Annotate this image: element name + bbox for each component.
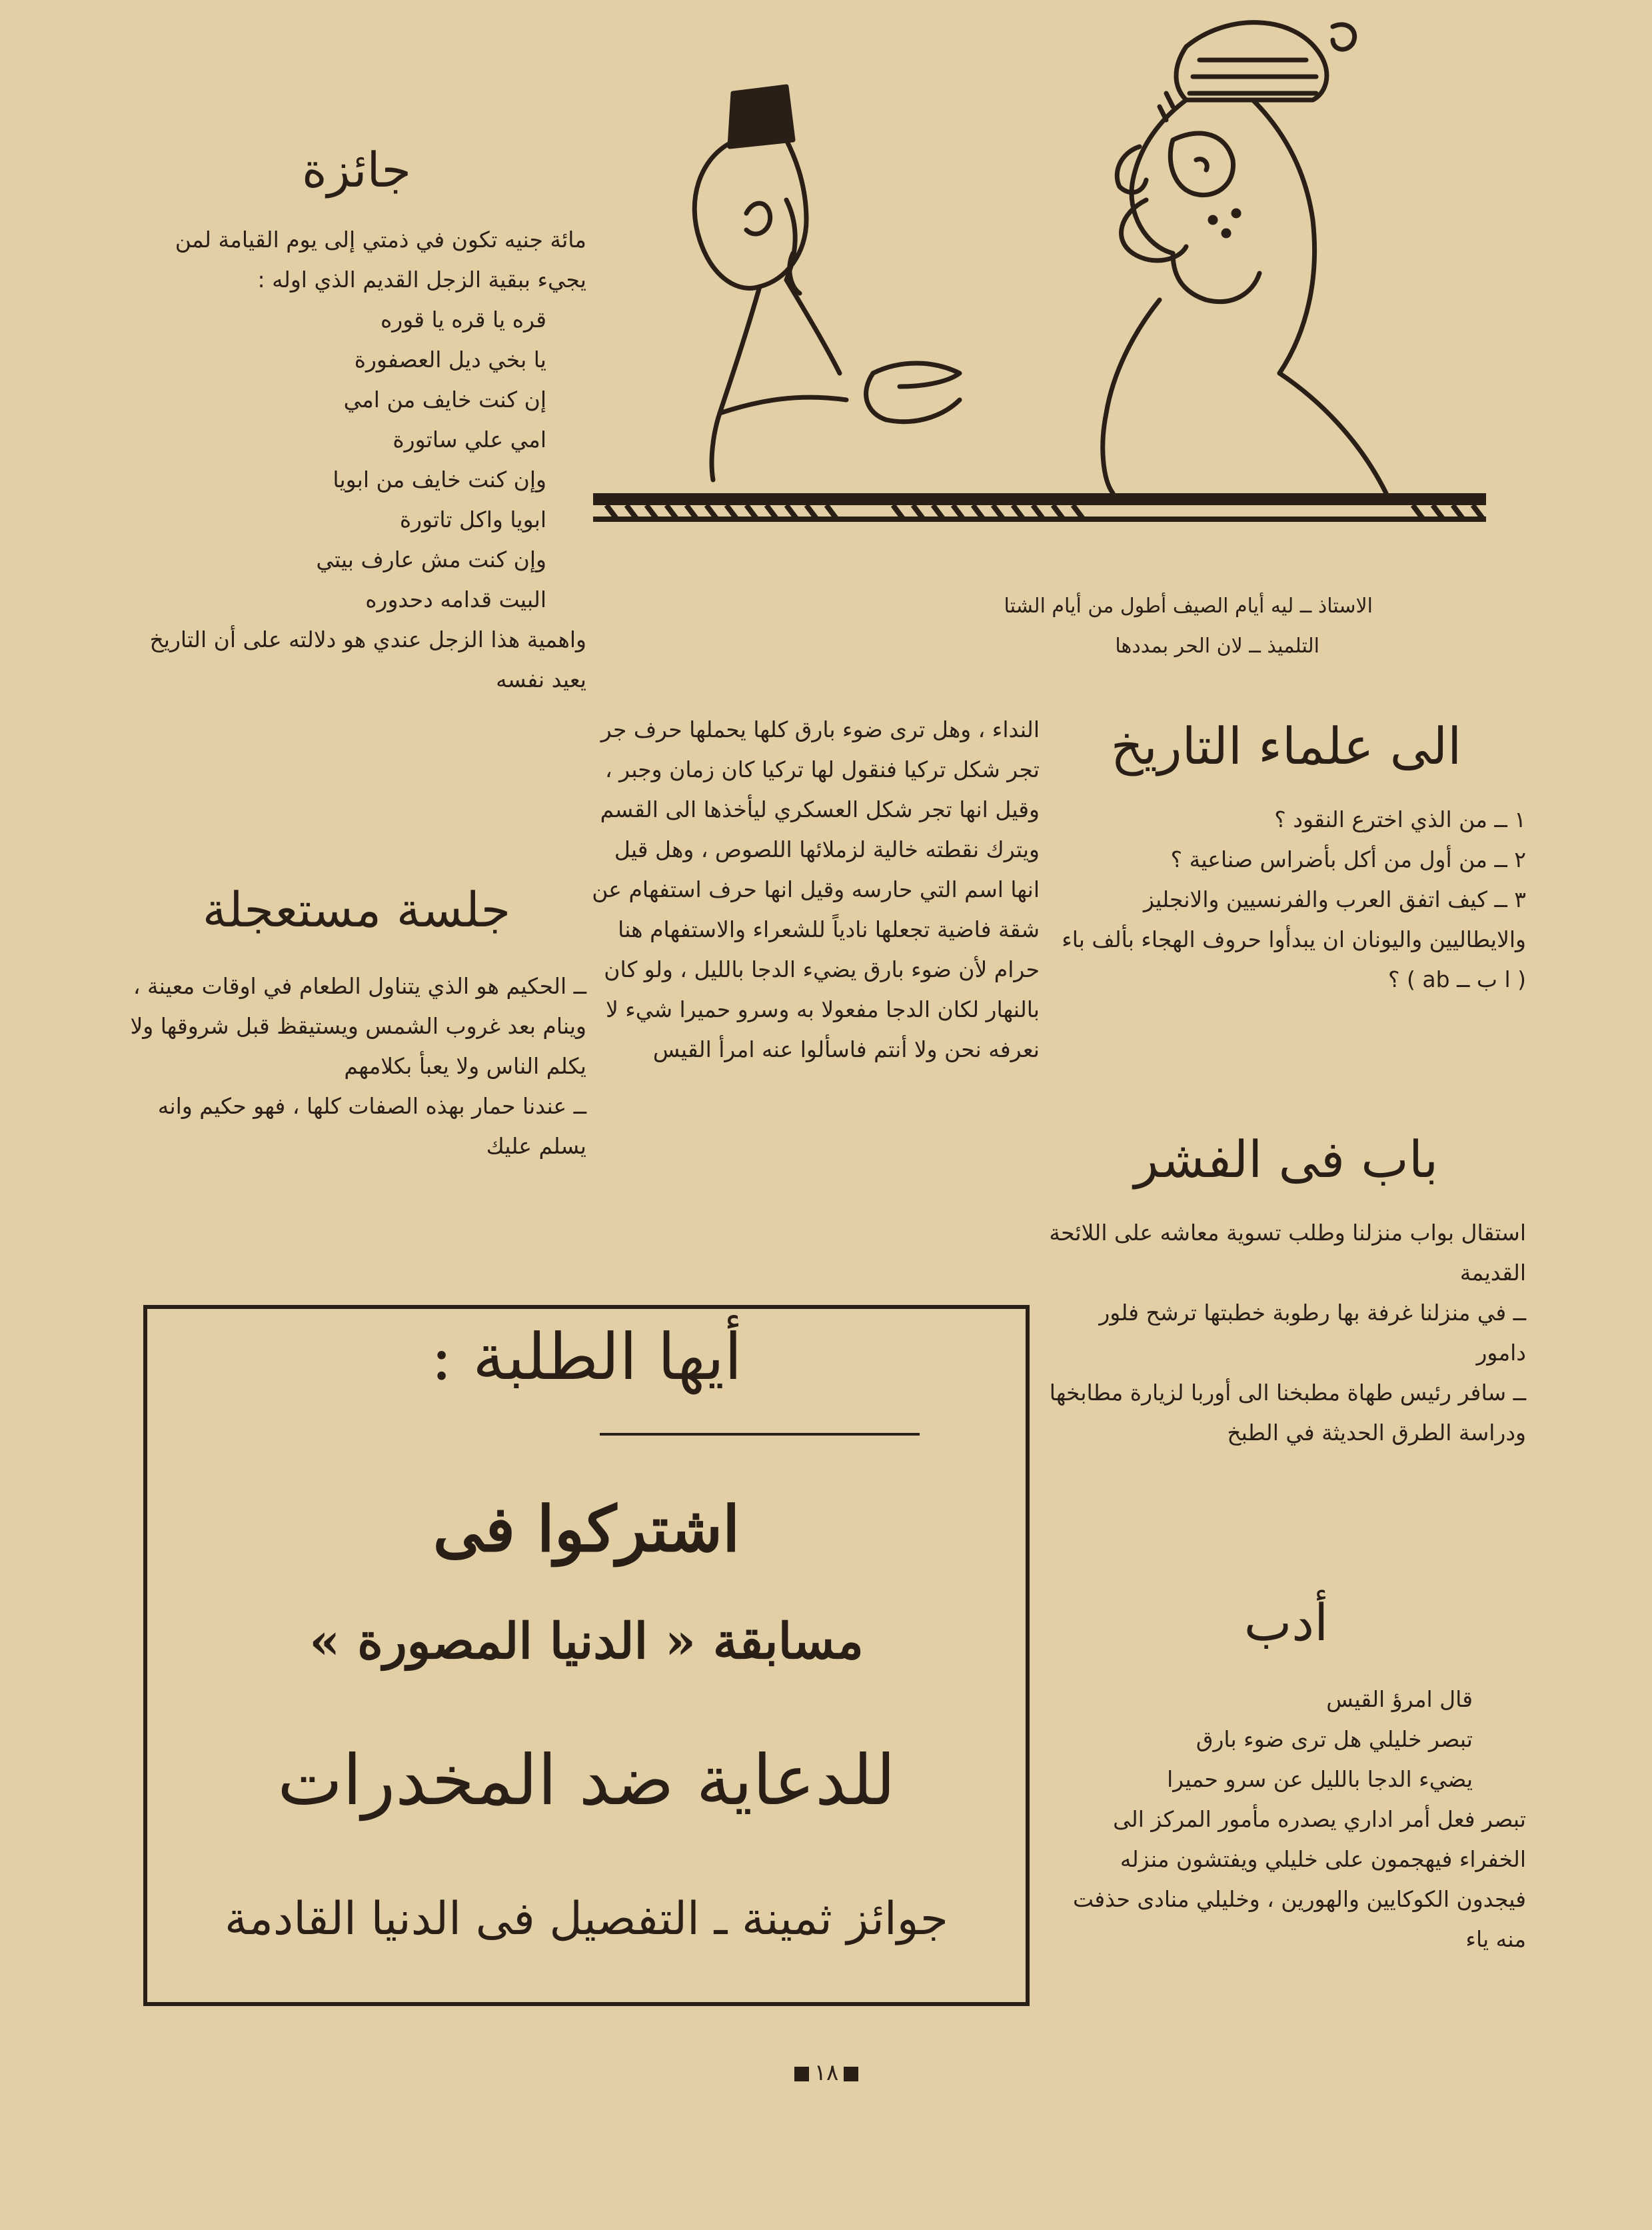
historians-item: ٣ ــ كيف اتفق العرب والفرنسيين والانجليز والايطاليين واليونان ان يبدأوا حروف الهجاء بألف باء ( ا ب ــ ab ) ؟	[1062, 886, 1526, 992]
literature-verses	[1046, 1679, 1526, 1799]
session-section	[127, 873, 586, 1166]
square-bullet-icon	[844, 2067, 858, 2081]
prize-section	[127, 133, 586, 700]
verse-line: يا بخي ديل العصفورة	[354, 347, 546, 373]
caption-line: الاستاذ ــ ليه أيام الصيف أطول من أيام الشتا	[1004, 594, 1373, 618]
session-title: جلسة مستعجلة	[202, 882, 511, 938]
nonsense-paragraph: ــ سافر رئيس طهاة مطبخنا الى أوربا لزيارة مطابخها ودراسة الطرق الحديثة في الطبخ	[1049, 1380, 1526, 1446]
nonsense-paragraph: استقال بواب منزلنا وطلب تسوية معاشه على اللائحة القديمة	[1049, 1220, 1526, 1286]
literature-section	[1046, 1586, 1526, 1959]
square-bullet-icon	[794, 2067, 809, 2081]
historians-section	[1046, 706, 1526, 1000]
cartoon-illustration	[586, 0, 1499, 580]
prize-title: جائزة	[302, 142, 411, 198]
ad-title: أيها الطلبة :	[430, 1320, 742, 1394]
ad-line: اشتركوا فى	[432, 1493, 740, 1566]
verse-line: ابويا واكل تاتورة	[399, 507, 546, 533]
prize-verses	[127, 300, 586, 620]
cartoon-caption	[906, 586, 1373, 666]
literature-paragraph: تبصر فعل أمر اداري يصدره مأمور المركز الى الخفراء فيهجمون على خليلي ويفتشون منزله فيجدون الكوكايين والهورين ، وخليلي منادى حذفت منه ياء	[1072, 1806, 1526, 1952]
verse-line: امي علي ساتورة	[393, 427, 546, 453]
verse-line: البيت قدامه دحدوره	[365, 586, 546, 612]
middle-text: النداء ، وهل ترى ضوء بارق كلها يحملها حرف جر تجر شكل تركيا فنقول لها تركيا كان زمان وجبر ، وقيل انها تجر شكل العسكري ليأخذها الى القسم ويترك نقطته خالية لزملائها اللصوص ، وهل قيل انها اسم التي حارسه وقيل انها حرف استفهام عن شقة فاضية تجعلها نادياً للشعراء والاستفهام هنا حرام لأن ضوء بارق يضيء الدجا بالليل ، ولو كان بالنهار لكان الدجا مفعولا به وسرو حميرا شيء لا نعرفه نحن ولا أنتم فاسألوا عنه امرأ القيس	[592, 716, 1040, 1062]
nonsense-paragraph: ــ في منزلنا غرفة بها رطوبة خطبتها ترشح فلور دامور	[1099, 1300, 1526, 1366]
prize-outro: واهمية هذا الزجل عندي هو دلالته على أن التاريخ يعيد نفسه	[149, 626, 586, 692]
verse-line: يضيء الدجا بالليل عن سرو حميرا	[1167, 1766, 1473, 1792]
caption-line: التلميذ ــ لان الحر بمددها	[1115, 634, 1319, 658]
verse-line: وإن كنت خايف من ابويا	[333, 467, 546, 493]
session-paragraph: ــ الحكيم هو الذي يتناول الطعام في اوقات معينة ، وينام بعد غروب الشمس ويستيقظ قبل شروقها ولا يكلم الناس ولا يعبأ بكلامهم	[130, 973, 586, 1079]
verse-line: تبصر خليلي هل ترى ضوء بارق	[1196, 1726, 1473, 1752]
ad-line: مسابقة « الدنيا المصورة »	[309, 1613, 864, 1670]
verse-line: قال امرؤ القيس	[1326, 1686, 1473, 1712]
literature-title: أدب	[1243, 1593, 1329, 1652]
verse-line: وإن كنت مش عارف بيتي	[316, 547, 546, 572]
historians-title: الى علماء التاريخ	[1110, 716, 1462, 776]
ad-divider	[600, 1433, 920, 1436]
historians-item: ٢ ــ من أول من أكل بأضراس صناعية ؟	[1170, 846, 1526, 872]
session-paragraph: ــ عندنا حمار بهذه الصفات كلها ، فهو حكيم وانه يسلم عليك	[157, 1093, 586, 1159]
verse-line: قره يا قره يا قوره	[380, 307, 546, 333]
ad-line: للدعاية ضد المخدرات	[277, 1739, 896, 1821]
verse-line: إن كنت خايف من امي	[343, 387, 546, 413]
ad-line: جوائز ثمينة ـ التفصيل فى الدنيا القادمة	[225, 1893, 948, 1945]
historians-item: ١ ــ من الذي اخترع النقود ؟	[1274, 806, 1526, 832]
page-number	[760, 2059, 893, 2086]
nonsense-title: باب فى الفشر	[1134, 1130, 1439, 1189]
prize-intro: مائة جنيه تكون في ذمتي إلى يوم القيامة لمن يجيء ببقية الزجل القديم الذي اوله :	[175, 227, 586, 293]
nonsense-section	[1046, 1120, 1526, 1453]
page-number-value: ١٨	[814, 2059, 839, 2086]
